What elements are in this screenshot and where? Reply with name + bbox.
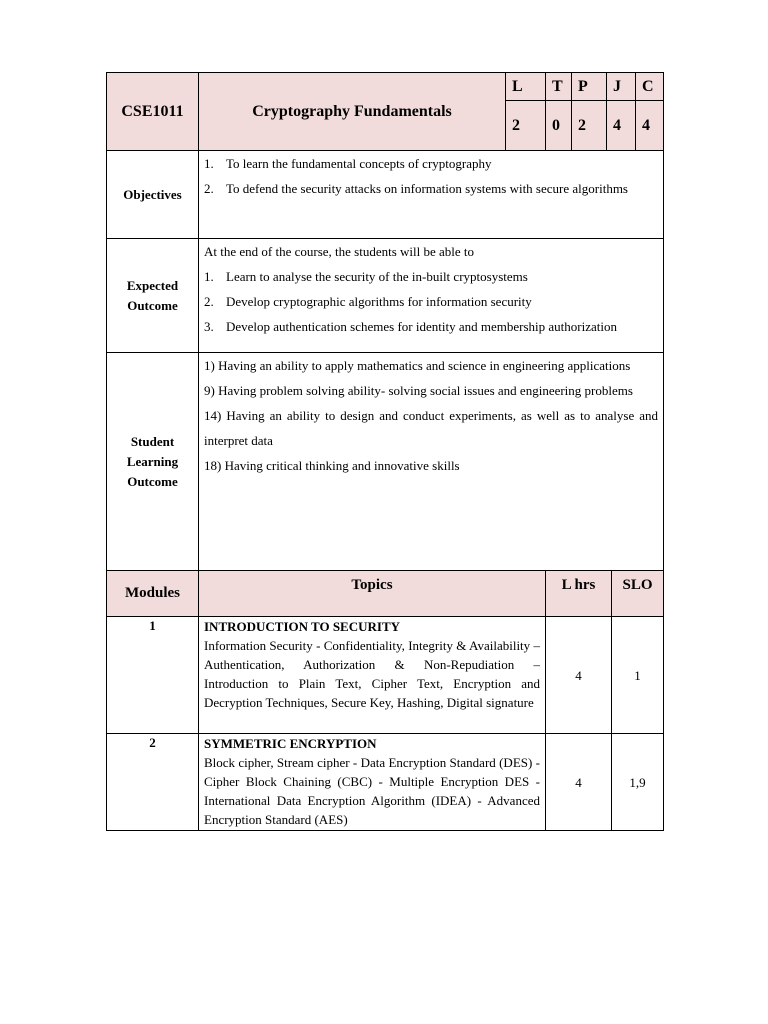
expected-outcome-intro: At the end of the course, the students will be able to	[204, 244, 475, 259]
module-topics	[199, 617, 546, 734]
ltpjc-value-t: 0	[546, 101, 572, 151]
module-slo: 1,9	[612, 734, 664, 831]
module-number: 2	[107, 734, 199, 831]
module-topics	[199, 734, 546, 831]
module-topic-title: INTRODUCTION TO SECURITY	[204, 619, 401, 634]
module-topic-text: Information Security - Confidentiality, Integrity & Availability – Authentication, Authorization & Non-Repudiation – Introduction to Plain Text, Cipher Text, Encryption and Decryption Techniques, Secure Key, Hashing, Digital signature	[204, 638, 540, 710]
ltpjc-header-l: L	[506, 73, 546, 101]
module-lhrs: 4	[546, 617, 612, 734]
objective-item: 1. To learn the fundamental concepts of cryptography	[204, 156, 492, 171]
slo-header: SLO	[612, 571, 664, 617]
module-number: 1	[107, 617, 199, 734]
expected-outcome-label: Expected Outcome	[107, 239, 199, 353]
outcome-item: 3. Develop authentication schemes for identity and membership authorization	[204, 319, 617, 334]
module-topic-title: SYMMETRIC ENCRYPTION	[204, 736, 377, 751]
objectives-label: Objectives	[107, 151, 199, 239]
slo-item: 14) Having an ability to design and conduct experiments, as well as to analyse and interpret data	[204, 408, 658, 448]
modules-header: Modules	[107, 571, 199, 617]
module-slo: 1	[612, 617, 664, 734]
outcome-item: 2. Develop cryptographic algorithms for information security	[204, 294, 532, 309]
ltpjc-value-c: 4	[636, 101, 664, 151]
course-title: Cryptography Fundamentals	[199, 73, 506, 151]
slo-item: 1) Having an ability to apply mathematics and science in engineering applications	[204, 358, 631, 373]
module-topic-text: Block cipher, Stream cipher - Data Encryption Standard (DES) - Cipher Block Chaining (CBC) - Multiple Encryption DES - International Data Encryption Algorithm (IDEA) - Advanced Encryption Standard (AES)	[204, 755, 540, 827]
ltpjc-value-j: 4	[607, 101, 636, 151]
objectives-list	[199, 151, 664, 239]
lhrs-header: L hrs	[546, 571, 612, 617]
ltpjc-header-p: P	[572, 73, 607, 101]
slo-item: 18) Having critical thinking and innovative skills	[204, 458, 460, 473]
syllabus-page	[106, 72, 663, 831]
ltpjc-value-l: 2	[506, 101, 546, 151]
slo-item: 9) Having problem solving ability- solving social issues and engineering problems	[204, 383, 633, 398]
modules-table	[106, 570, 664, 831]
topics-header: Topics	[199, 571, 546, 617]
ltpjc-header-t: T	[546, 73, 572, 101]
syllabus-table	[106, 72, 664, 571]
ltpjc-header-j: J	[607, 73, 636, 101]
ltpjc-header-c: C	[636, 73, 664, 101]
course-code: CSE1011	[107, 73, 199, 151]
ltpjc-value-p: 2	[572, 101, 607, 151]
objective-item: 2. To defend the security attacks on information systems with secure algorithms	[204, 181, 628, 196]
slo-label: Student Learning Outcome	[107, 353, 199, 571]
expected-outcome-list	[199, 239, 664, 353]
outcome-item: 1. Learn to analyse the security of the in-built cryptosystems	[204, 269, 528, 284]
module-lhrs: 4	[546, 734, 612, 831]
slo-list	[199, 353, 664, 571]
